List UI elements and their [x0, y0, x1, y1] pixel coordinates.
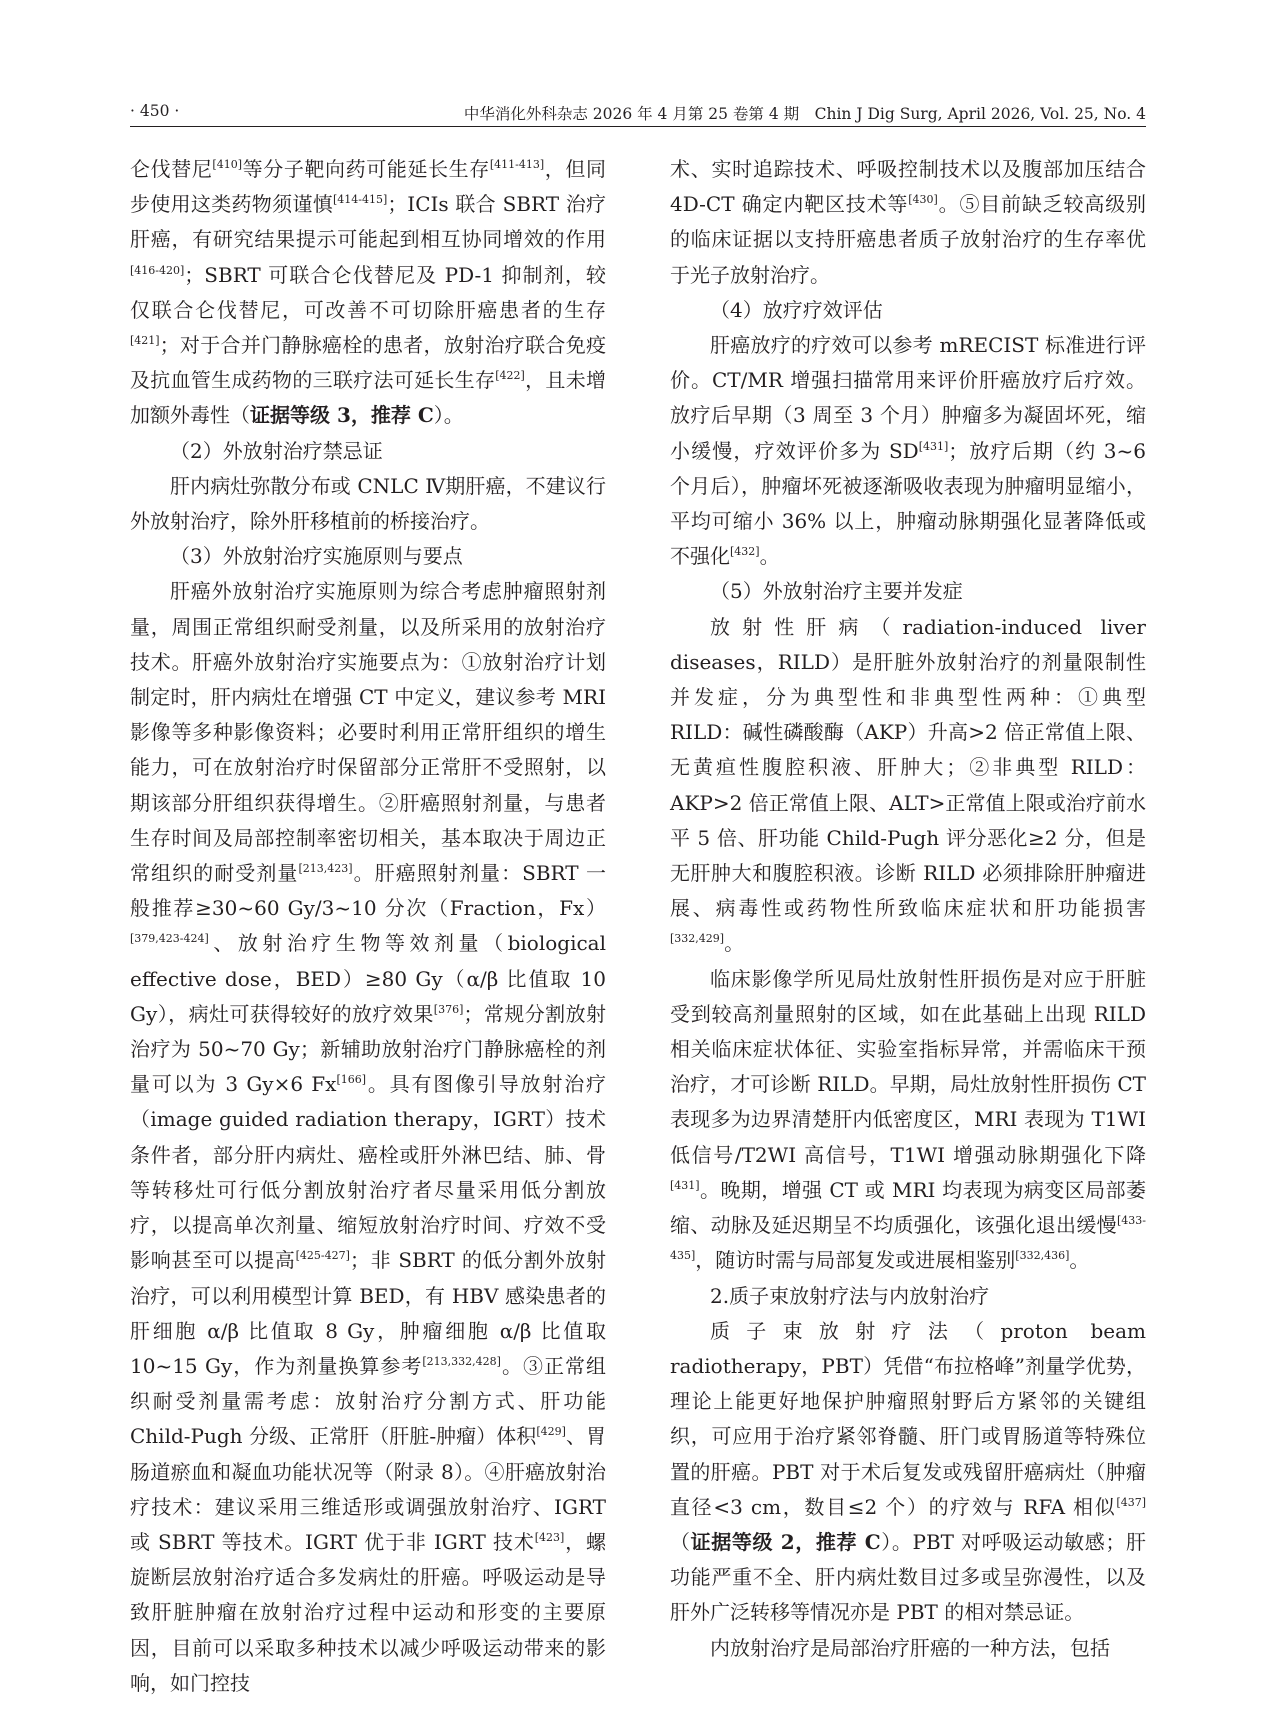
section-heading: （4）放疗疗效评估	[710, 297, 883, 322]
citation-ref: [332,436]	[1015, 1249, 1070, 1263]
section-heading: 2.质子束放射疗法与内放射治疗	[710, 1283, 990, 1308]
citation-ref: [213,423]	[298, 861, 353, 875]
citation-ref: [410]	[212, 157, 243, 171]
paragraph: 肝癌外放射治疗实施原则为综合考虑肿瘤照射剂量，周围正常组织耐受剂量，以及所采用的放射治疗技术。肝癌外放射治疗实施要点为：①放射治疗计划制定时，肝内病灶在增强 CT 中定义，建议参考 MRI 影像等多种影像资料；必要时利用正常肝组织的增生能力，可在放射治疗时保留部分正常肝不受照射，以期该部分肝组织获得增生。②肝癌照射剂量，与患者生存时间及局部控制率密切相关，基本取决于周边正常组织的耐受剂量[213,423]。肝癌照射剂量：SBRT 一般推荐≥30~60 Gy/3~10 分次（Fraction，Fx）[379,423-424]、放射治疗生物等效剂量（biological effective dose，BED）≥80 Gy（α/β 比值取 10 Gy），病灶可获得较好的放疗效果[376]；常规分割放射治疗为 50~70 Gy；新辅助放射治疗门静脉癌栓的剂量可以为 3 Gy×6 Fx[166]。具有图像引导放射治疗（image guided radiation therapy，IGRT）技术条件者，部分肝内病灶、癌栓或肝外淋巴结、肺、骨等转移灶可行低分割放射治疗者尽量采用低分割放疗，以提高单次剂量、缩短放射治疗时间、疗效不受影响甚至可以提高[425-427]；非 SBRT 的低分割外放射治疗，可以利用模型计算 BED，有 HBV 感染患者的肝细胞 α/β 比值取 8 Gy，肿瘤细胞 α/β 比值取 10~15 Gy，作为剂量换算参考[213,332,428]。③正常组织耐受剂量需考虑：放射治疗分割方式、肝功能 Child-Pugh 分级、正常肝（肝脏-肿瘤）体积[429]、胃肠道瘀血和凝血功能状况等（附录 8）。④肝癌放射治疗技术：建议采用三维适形或调强放射治疗、IGRT 或 SBRT 等技术。IGRT 优于非 IGRT 技术[423]，螺旋断层放射治疗适合多发病灶的肝癌。呼吸运动是导致肝脏肿瘤在放射治疗过程中运动和形变的主要原因，目前可以采取多种技术以减少呼吸运动带来的影响，如门控技	[130, 579, 607, 1695]
citation-ref: [423]	[534, 1530, 565, 1544]
paragraph: 放射性肝病（radiation-induced liver diseases，RILD）是肝脏外放射治疗的剂量限制性并发症，分为典型性和非典型性两种：①典型 RILD：碱性磷酸酶（AKP）升高>2 倍正常值上限、无黄疸性腹腔积液、肝肿大；②非典型 RILD：AKP>2 倍正常值上限、ALT>正常值上限或治疗前水平 5 倍、肝功能 Child-Pugh 评分恶化≥2 分，但是无肝肿大和腹腔积液。诊断 RILD 必须排除肝肿瘤进展、病毒性或药物性所致临床症状和肝功能损害[332,429]。	[670, 614, 1146, 956]
citation-ref: [166]	[336, 1073, 367, 1087]
citation-ref: [437]	[1116, 1495, 1146, 1509]
citation-ref: [213,332,428]	[422, 1354, 501, 1368]
citation-ref: [376]	[433, 1002, 464, 1016]
citation-ref: [414-415]	[333, 192, 388, 206]
citation-ref: [421]	[130, 333, 160, 347]
left-column	[130, 152, 606, 1701]
paragraph: 质子束放射疗法（proton beam radiotherapy，PBT）凭借“布拉格峰”剂量学优势，理论上能更好地保护肿瘤照射野后方紧邻的关键组织，可应用于治疗紧邻脊髓、肝门或胃肠道等特殊位置的肝癌。PBT 对于术后复发或残留肝癌病灶（肿瘤直径<3 cm，数目≤2 个）的疗效与 RFA 相似[437]（证据等级 2，推荐 C）。PBT 对呼吸运动敏感；肝功能严重不全、肝内病灶数目过多或呈弥漫性，以及肝外广泛转移等情况亦是 PBT 的相对禁忌证。	[670, 1318, 1146, 1625]
citation-ref: [431]	[670, 1178, 700, 1192]
paragraph: 术、实时追踪技术、呼吸控制技术以及腹部加压结合 4D-CT 确定内靶区技术等[430]。⑤目前缺乏较高级别的临床证据以支持肝癌患者质子放射治疗的生存率优于光子放射治疗。	[670, 157, 1147, 287]
right-column	[670, 152, 1146, 1666]
running-header	[130, 98, 1146, 127]
citation-ref: [379,423-424]	[130, 932, 209, 946]
paragraph: 仑伐替尼[410]等分子靶向药可能延长生存[411-413]，但同步使用这类药物须谨慎[414-415]；ICIs 联合 SBRT 治疗肝癌，有研究结果提示可能起到相互协同增效的作用[416-420]；SBRT 可联合仑伐替尼及 PD-1 抑制剂，较仅联合仑伐替尼，可改善不可切除肝癌患者的生存[421]；对于合并门静脉癌栓的患者，放射治疗联合免疫及抗血管生成药物的三联疗法可延长生存[422]，且未增加额外毒性（证据等级 3，推荐 C）。	[130, 157, 607, 428]
section-heading: （2）外放射治疗禁忌证	[170, 438, 383, 463]
paragraph: 肝内病灶弥散分布或 CNLC Ⅳ期肝癌，不建议行外放射治疗，除外肝移植前的桥接治疗。	[130, 473, 606, 534]
section-heading: （5）外放射治疗主要并发症	[710, 579, 963, 604]
citation-ref: [429]	[536, 1425, 566, 1439]
evidence-level: 证据等级 2，推荐 C	[690, 1529, 881, 1554]
citation-ref: [422]	[495, 368, 525, 382]
paragraph: 肝癌放疗的疗效可以参考 mRECIST 标准进行评价。CT/MR 增强扫描常用来评价肝癌放疗后疗效。放疗后早期（3 周至 3 个月）肿瘤多为凝固坏死，缩小缓慢，疗效评价多为 SD[431]；放疗后期（约 3~6 个月后），肿瘤坏死被逐渐吸收表现为肿瘤明显缩小，平均可缩小 36% 以上，肿瘤动脉期强化显著降低或不强化[432]。	[670, 333, 1146, 569]
citation-ref: [431]	[918, 439, 949, 453]
citation-ref: [416-420]	[130, 263, 185, 277]
citation-ref: [332,429]	[670, 932, 725, 946]
citation-ref: [411-413]	[489, 157, 545, 171]
journal-citation: 中华消化外科杂志 2026 年 4 月第 25 卷第 4 期 Chin J Dig Surg, April 2026, Vol. 25, No. 4	[463, 105, 1146, 123]
section-heading: （3）外放射治疗实施原则与要点	[170, 544, 463, 569]
citation-ref: [432]	[730, 544, 760, 558]
paragraph: 内放射治疗是局部治疗肝癌的一种方法，包括	[710, 1635, 1110, 1660]
page-number: · 450 ·	[130, 102, 180, 120]
evidence-level: 证据等级 3，推荐 C	[250, 403, 434, 428]
citation-ref: [430]	[908, 192, 938, 206]
citation-ref: [433-435]	[670, 1213, 1146, 1263]
citation-ref: [425-427]	[295, 1249, 350, 1263]
paragraph: 临床影像学所见局灶放射性肝损伤是对应于肝脏受到较高剂量照射的区域，如在此基础上出现 RILD 相关临床症状体征、实验室指标异常，并需临床干预治疗，才可诊断 RILD。早期，局灶放射性肝损伤 CT 表现多为边界清楚肝内低密度区，MRI 表现为 T1WI 低信号/T2WI 高信号，T1WI 增强动脉期强化下降[431]。晚期，增强 CT 或 MRI 均表现为病变区局部萎缩、动脉及延迟期呈不均质强化，该强化退出缓慢[433-435]，随访时需与局部复发或进展相鉴别[332,436]。	[670, 966, 1146, 1273]
